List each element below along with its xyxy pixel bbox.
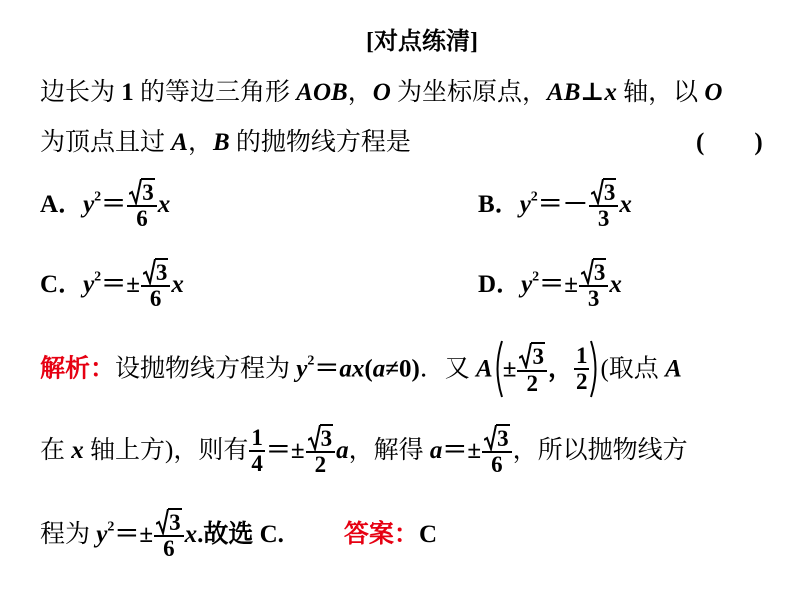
math-var: A [665, 355, 682, 383]
math-var: A [476, 355, 493, 383]
math-var: ax [339, 355, 365, 383]
math-var: x [171, 271, 184, 299]
question-text: 边长为 [40, 79, 116, 106]
math-var: y [83, 271, 95, 299]
numerator: 1 [575, 342, 588, 368]
denominator: 2 [517, 370, 547, 396]
denominator: 4 [251, 450, 263, 476]
solution-text: ，解得 [348, 437, 430, 465]
fraction [574, 344, 590, 394]
solution-line-1 [40, 340, 682, 398]
radicand: 3 [169, 510, 181, 535]
denominator: 3 [579, 285, 609, 311]
question-line-2 [40, 130, 411, 155]
neq-expr: ≠0) [385, 355, 420, 383]
plus-minus-sign: ± [564, 271, 578, 299]
radicand: 3 [593, 260, 606, 285]
radicand: 3 [142, 180, 154, 205]
radicand: 3 [155, 260, 168, 285]
fraction [154, 508, 184, 561]
equals-sign: ＝ [101, 191, 127, 219]
answer-bracket: ( ) [696, 129, 763, 156]
math-var: y [519, 191, 531, 219]
math-var: a [336, 437, 349, 465]
option-label: A． [40, 191, 84, 219]
question-text: 轴，以 [616, 79, 699, 106]
question-text: ， [187, 129, 213, 156]
math-var: x [604, 79, 617, 106]
radicand: 3 [603, 180, 616, 205]
math-var: y [83, 191, 95, 219]
solution-text: 程为 [40, 521, 97, 549]
equals-sign: ＝ [314, 355, 340, 383]
solution-line-3 [40, 508, 437, 561]
math-var: B [212, 129, 230, 156]
math-var: AOB [290, 79, 348, 106]
denominator: 6 [154, 535, 184, 561]
math-var: x [619, 191, 632, 219]
math-var: y [521, 271, 533, 299]
fraction [127, 178, 157, 231]
solution-text: 轴上方)，则有 [83, 437, 249, 465]
solution-text: 设抛物线方程为 [115, 355, 297, 383]
denominator: 6 [127, 205, 157, 231]
denominator: 6 [482, 451, 512, 477]
comma: ， [547, 355, 573, 383]
solution-text: 在 [40, 437, 72, 465]
numerator: 1 [251, 424, 263, 450]
question-text: 的抛物线方程是 [229, 129, 411, 156]
option-d [478, 258, 622, 311]
radicand: 3 [532, 344, 544, 370]
option-c [40, 258, 184, 311]
solution-text: (取点 [600, 355, 666, 383]
fraction [141, 258, 171, 311]
denominator: 3 [589, 205, 619, 231]
math-var: O [698, 79, 723, 106]
question-number: 1 [115, 79, 141, 106]
solution-text: ．又 [419, 355, 477, 383]
solution-text: .故选 C. [197, 521, 284, 549]
equals-sign: ＝± [442, 437, 482, 465]
fraction [482, 424, 512, 477]
equals-sign: ＝ [537, 191, 563, 219]
exponent: 2 [532, 269, 540, 285]
minus-sign: － [562, 191, 588, 219]
perp-symbol: ⊥ [580, 79, 605, 106]
radicand: 3 [497, 426, 509, 451]
math-var: y [296, 355, 308, 383]
math-var: AB [547, 79, 581, 106]
fraction [249, 426, 265, 476]
option-label: C． [40, 271, 84, 299]
question-line-1 [40, 80, 722, 105]
question-text: 为顶点且过 [40, 129, 166, 156]
fraction [517, 342, 547, 395]
exponent: 2 [94, 189, 102, 205]
answer-value: C [418, 521, 437, 549]
option-a [40, 178, 170, 231]
math-var: x [157, 191, 171, 219]
denominator: 6 [141, 285, 171, 311]
math-var: A [165, 129, 188, 156]
exponent: 2 [94, 269, 102, 285]
denominator: 2 [575, 369, 588, 394]
equals-sign: ＝± [265, 437, 305, 465]
exponent: 2 [307, 353, 315, 369]
fraction [579, 258, 609, 311]
option-label: B． [478, 191, 520, 219]
plus-minus-sign: ± [502, 355, 517, 383]
math-var: x [184, 521, 198, 549]
math-var: O [372, 79, 391, 106]
solution-label: 解析： [40, 355, 116, 383]
math-var: x [609, 271, 622, 299]
denominator: 2 [306, 451, 336, 477]
answer-label: 答案： [343, 521, 419, 549]
question-text: 的等边三角形 [140, 79, 291, 106]
section-title: [对点练清] [366, 29, 478, 55]
left-paren-large [493, 340, 503, 398]
solution-line-2 [40, 424, 688, 477]
question-text: ， [347, 79, 373, 106]
math-var: x [71, 437, 84, 465]
math-var: a [429, 437, 443, 465]
right-paren-large [590, 340, 600, 398]
radicand: 3 [320, 426, 333, 451]
math-var: y [96, 521, 108, 549]
exponent: 2 [530, 189, 538, 205]
equals-sign: ＝ [101, 271, 127, 299]
solution-text: ，所以抛物线方 [512, 437, 688, 465]
math-var: a [372, 355, 386, 383]
equals-sign: ＝± [114, 521, 154, 549]
equals-sign: ＝ [539, 271, 565, 299]
question-text: 为坐标原点， [390, 79, 548, 106]
option-b [478, 178, 632, 231]
option-label: D． [478, 271, 522, 299]
paren: ( [364, 355, 373, 383]
fraction [306, 424, 336, 477]
exponent: 2 [107, 519, 115, 535]
fraction [589, 178, 619, 231]
plus-minus-sign: ± [126, 271, 140, 299]
